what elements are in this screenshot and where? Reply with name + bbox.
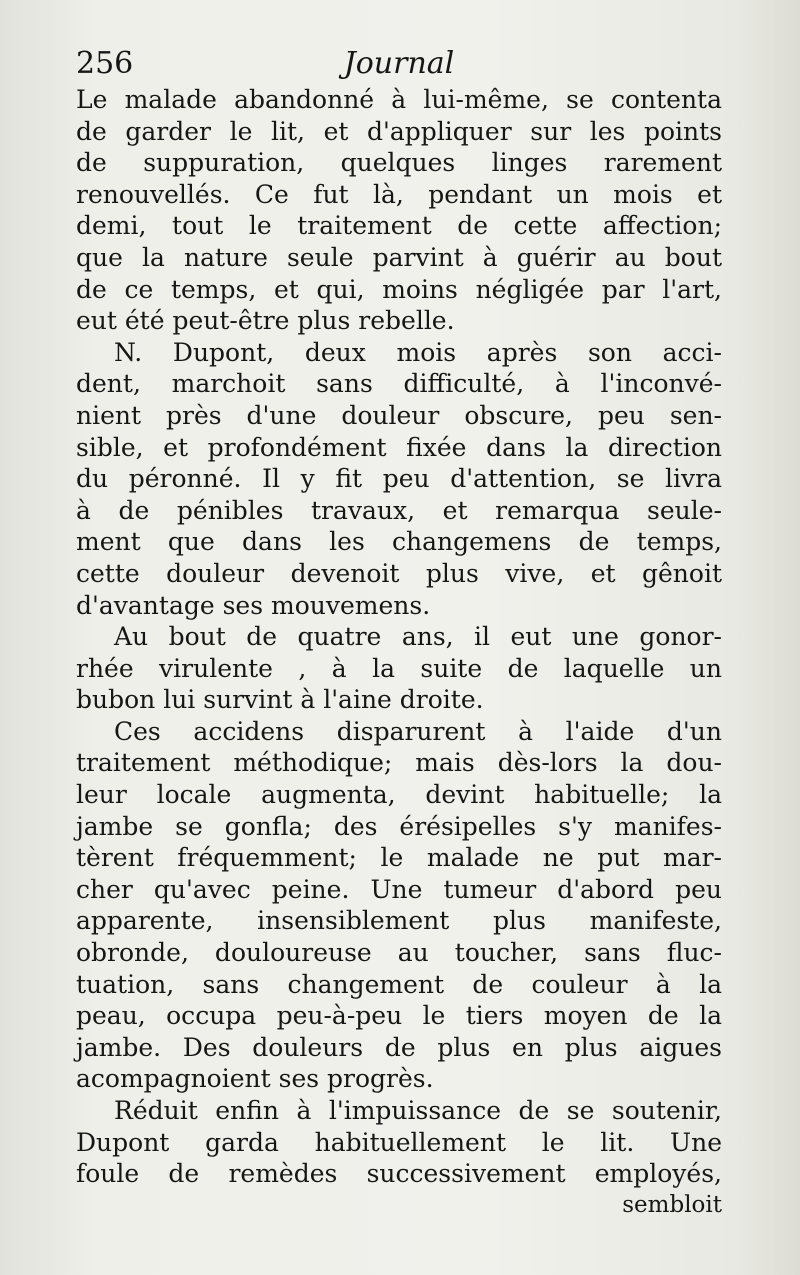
text-line: Ces accidens disparurent à l'aide d'un: [114, 716, 722, 746]
text-line: à de pénibles travaux, et remarqua seule-: [76, 495, 722, 525]
text-line: renouvellés. Ce fut là, pendant un mois et: [76, 179, 722, 209]
text-line: ment que dans les changemens de temps,: [76, 527, 722, 557]
page-number: 256: [76, 46, 134, 81]
text-line: Dupont garda habituellement le lit. Une: [76, 1127, 722, 1157]
page-header: [76, 44, 722, 84]
text-line: Réduit enfin à l'impuissance de se soutenir,: [114, 1096, 722, 1125]
text-line: tuation, sans changement de couleur à la: [76, 969, 722, 999]
text-line: du péronné. Il y fit peu d'attention, se livra: [76, 464, 722, 494]
text-line: cette douleur devenoit plus vive, et gênoit: [76, 558, 722, 588]
text-line: foule de remèdes successivement employés,: [76, 1159, 722, 1189]
text-line: apparente, insensiblement plus manifeste,: [76, 906, 722, 936]
text-line: bubon lui survint à l'aine droite.: [76, 685, 484, 715]
text-line: que la nature seule parvint à guérir au bout: [76, 242, 722, 272]
text-line: eut été peut-être plus rebelle.: [76, 306, 455, 336]
text-line: d'avantage ses mouvemens.: [76, 590, 431, 620]
text-line: leur locale augmenta, devint habituelle; la: [76, 780, 722, 810]
text-line: sible, et profondément fixée dans la direction: [76, 432, 722, 462]
text-line: de garder le lit, et d'appliquer sur les points: [76, 116, 722, 146]
catchword: sembloit: [622, 1191, 722, 1218]
text-line: demi, tout le traitement de cette affection;: [76, 211, 722, 241]
text-line: tèrent fréquemment; le malade ne put mar-: [76, 843, 722, 873]
text-line: peau, occupa peu-à-peu le tiers moyen de la: [76, 1001, 722, 1031]
text-line: de ce temps, et qui, moins négligée par l'art,: [76, 274, 722, 304]
text-line: rhée virulente , à la suite de laquelle un: [76, 653, 722, 683]
running-head: Journal: [343, 46, 455, 81]
text-line: jambe. Des douleurs de plus en plus aigues: [76, 1032, 722, 1062]
text-line: Au bout de quatre ans, il eut une gonor-: [114, 622, 722, 652]
text-line: acompagnoient ses progrès.: [76, 1064, 434, 1094]
text-line: Le malade abandonné à lui-même, se contenta: [76, 85, 722, 114]
text-line: traitement méthodique; mais dès-lors la dou-: [76, 748, 722, 778]
text-line: de suppuration, quelques linges rarement: [76, 148, 722, 178]
text-line: dent, marchoit sans difficulté, à l'inconvé-: [76, 369, 722, 399]
text-line: cher qu'avec peine. Une tumeur d'abord peu: [76, 874, 722, 904]
body-text: [76, 84, 722, 1221]
text-line: nient près d'une douleur obscure, peu sen-: [76, 400, 722, 430]
text-line: N. Dupont, deux mois après son acci-: [114, 337, 722, 367]
text-line: jambe se gonfla; des érésipelles s'y manifes-: [76, 811, 722, 841]
text-line: obronde, douloureuse au toucher, sans fluc-: [76, 938, 722, 968]
